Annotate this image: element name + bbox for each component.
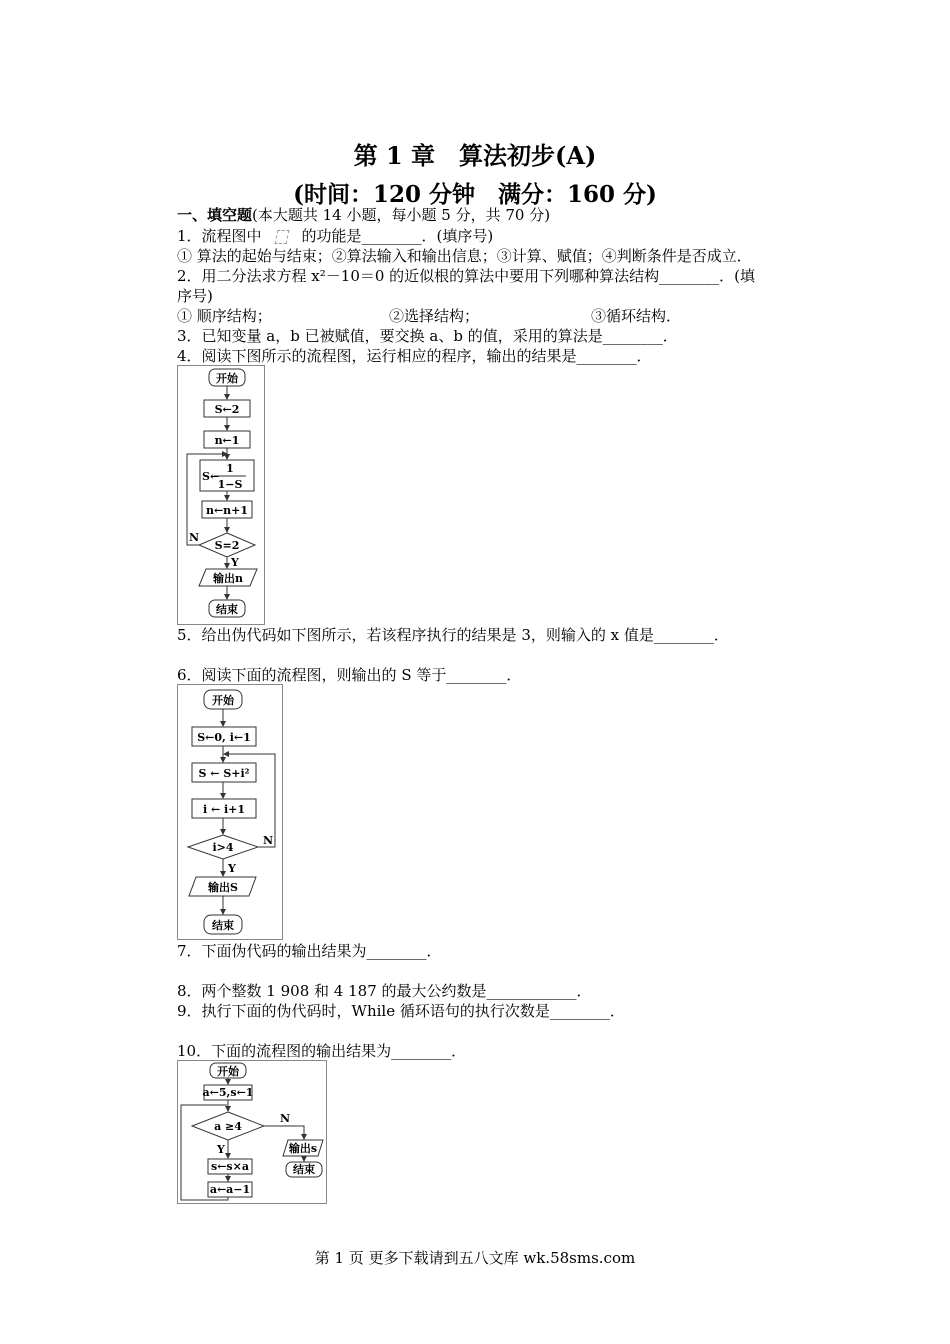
fc6-end: 结束 xyxy=(212,919,234,932)
section-heading-desc: (本大题共 14 小题，每小题 5 分，共 70 分) xyxy=(252,206,551,224)
exam-subtitle: (时间：120 分钟 满分：160 分) xyxy=(293,181,657,208)
question-2-line1: 2．用二分法求方程 x²－10＝0 的近似根的算法中要用下列哪种算法结构________．(填 xyxy=(177,267,756,285)
fc4-end: 结束 xyxy=(216,603,238,616)
q1-text-b: 的功能是________．(填序号) xyxy=(301,227,494,245)
fc4-s1: S←2 xyxy=(214,403,240,416)
question-6: 6．阅读下面的流程图，则输出的 S 等于________． xyxy=(177,666,522,684)
q2-option-2: ②选择结构； xyxy=(389,307,480,325)
fc4-s2: n←1 xyxy=(214,434,240,447)
fc4-s3-lhs: S← xyxy=(202,470,220,483)
fc10-no: N xyxy=(280,1112,291,1125)
fc10-s3: a←a−1 xyxy=(209,1183,251,1196)
fc4-s4: n←n+1 xyxy=(205,504,249,517)
q2-options xyxy=(177,307,682,326)
q1-text-a: 1．流程图中 xyxy=(177,227,262,245)
fc4-s3-den: 1−S xyxy=(217,478,243,491)
fc10-output: 输出s xyxy=(288,1142,318,1155)
parallelogram-icon xyxy=(274,230,289,244)
q2-option-1: ① 顺序结构； xyxy=(177,307,272,325)
fc4-cond: S=2 xyxy=(214,539,240,552)
flowchart-q4 xyxy=(177,365,265,625)
flowchart-q10 xyxy=(177,1060,327,1204)
fc4-s3-num: 1 xyxy=(226,462,234,475)
fc6-s1: S←0, i←1 xyxy=(197,731,251,744)
question-10: 10．下面的流程图的输出结果为________． xyxy=(177,1042,467,1060)
section-heading xyxy=(177,206,550,225)
fc10-end: 结束 xyxy=(293,1163,315,1176)
question-1 xyxy=(177,227,493,246)
fc10-cond: a ≥4 xyxy=(214,1120,242,1133)
fc4-no: N xyxy=(189,531,200,544)
question-8: 8．两个整数 1 908 和 4 187 的最大公约数是____________． xyxy=(177,982,592,1000)
fc6-cond: i>4 xyxy=(212,841,234,854)
fc4-output: 输出n xyxy=(213,572,243,585)
fc10-s1: a←5,s←1 xyxy=(202,1086,254,1099)
q2-option-3: ③循环结构． xyxy=(591,307,682,325)
page-footer: 第 1 页 更多下载请到五八文库 wk.58sms.com xyxy=(314,1249,636,1267)
question-2-line2: 序号) xyxy=(177,287,213,305)
fc10-start: 开始 xyxy=(217,1065,239,1078)
fc6-yes: Y xyxy=(228,862,236,875)
fc6-no: N xyxy=(263,834,274,847)
question-5: 5．给出伪代码如下图所示，若该程序执行的结果是 3，则输入的 x 值是________． xyxy=(177,626,729,644)
fc10-yes: Y xyxy=(217,1143,225,1156)
question-3: 3．已知变量 a，b 已被赋值，要交换 a、b 的值，采用的算法是________． xyxy=(177,327,678,345)
chapter-title: 第 1 章 算法初步(A) xyxy=(353,141,597,170)
section-heading-label: 一、填空题 xyxy=(177,206,253,224)
flowchart-q6 xyxy=(177,684,283,940)
fc6-output: 输出S xyxy=(208,881,238,894)
fc6-start: 开始 xyxy=(212,694,234,707)
fc10-s2: s←s×a xyxy=(211,1160,249,1173)
fc6-s2: S ← S+i² xyxy=(198,767,250,780)
question-4: 4．阅读下图所示的流程图，运行相应的程序，输出的结果是________． xyxy=(177,347,652,365)
q1-options: ① 算法的起始与结束；②算法输入和输出信息；③计算、赋值；④判断条件是否成立． xyxy=(177,247,752,265)
question-9: 9．执行下面的伪代码时，While 循环语句的执行次数是________． xyxy=(177,1002,625,1020)
fc4-start: 开始 xyxy=(216,372,238,385)
fc4-yes: Y xyxy=(231,556,239,569)
fc6-s3: i ← i+1 xyxy=(202,803,246,816)
question-7: 7．下面伪代码的输出结果为________． xyxy=(177,942,442,960)
